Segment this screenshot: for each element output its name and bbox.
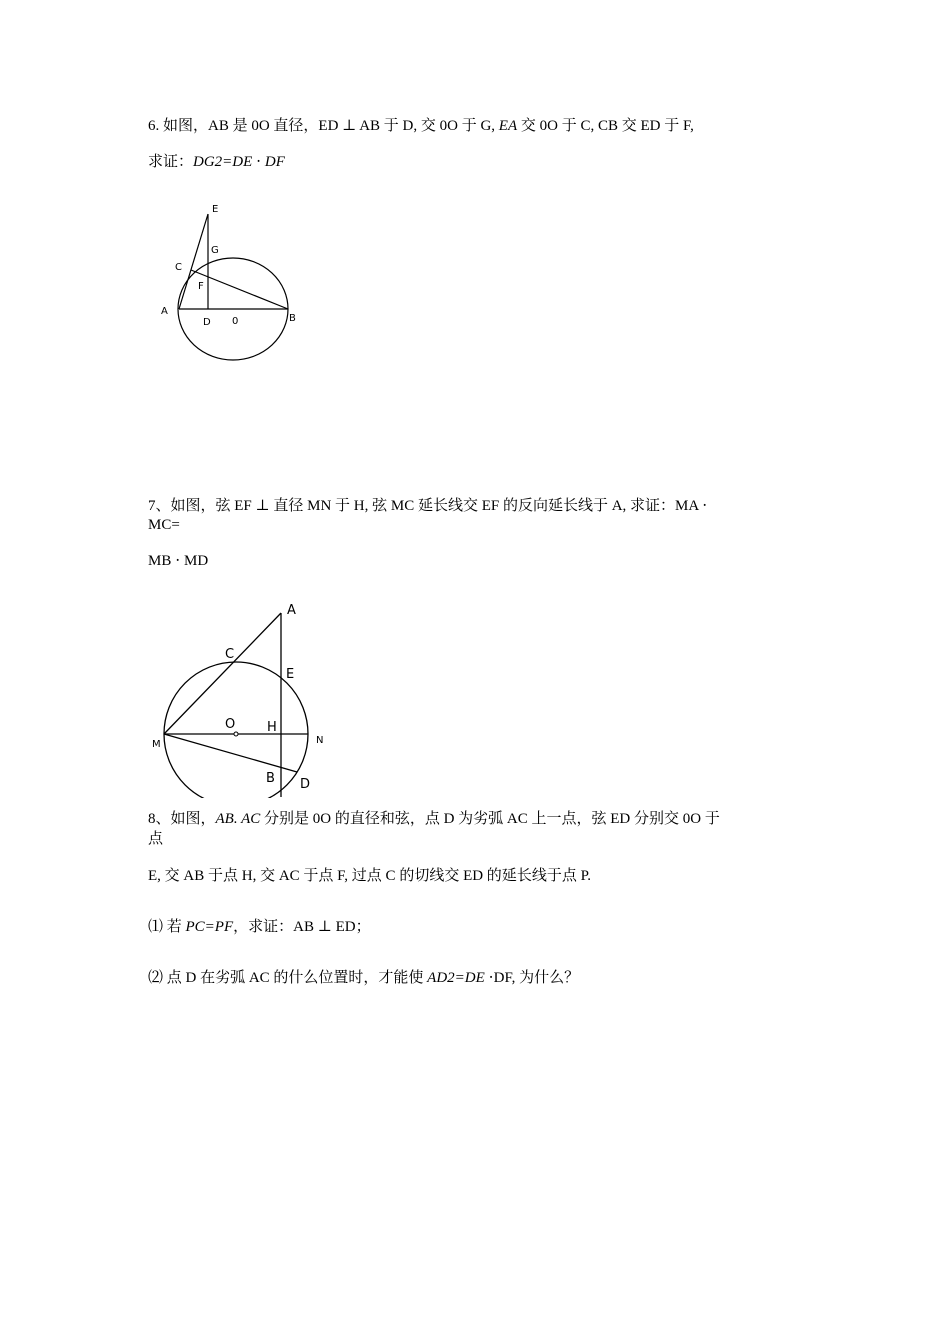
label-e: E: [212, 204, 219, 215]
label-m: M: [152, 739, 161, 750]
label-d: D: [203, 317, 211, 328]
problem8-question2: ⑵ 点 D 在劣弧 AC 的什么位置时，才能使 AD2=DE ⋅DF, 为什么？: [148, 970, 580, 986]
segment-ma: [164, 613, 281, 734]
problem7-figure: [145, 598, 335, 798]
problem7-statement-line2: MC=: [148, 517, 180, 533]
label-o: O: [225, 717, 236, 732]
label-f: F: [198, 281, 204, 292]
problem8-statement-line3: E, 交 AB 于点 H, 交 AC 于点 F, 过点 C 的切线交 ED 的延长线于点 P.: [148, 868, 591, 884]
label-c: C: [225, 647, 235, 662]
label-n: N: [316, 735, 324, 746]
problem8-statement-line1: 8、如图，AB. AC 分别是 0O 的直径和弦，点 D 为劣弧 AC 上一点，弦 ED 分别交 0O 于: [148, 811, 720, 827]
problem7-statement-line1: 7、如图，弦 EF ⊥ 直径 MN 于 H, 弦 MC 延长线交 EF 的反向延长线于 A, 求证：MA ⋅: [148, 498, 708, 514]
label-c: C: [175, 262, 182, 273]
label-h: H: [267, 720, 277, 735]
label-g: G: [211, 245, 219, 256]
problem6-figure: [150, 195, 310, 370]
problem6-statement-line2: 求证：DG2=DE ⋅ DF: [148, 154, 285, 170]
segment-cb: [191, 270, 288, 309]
problem8-statement-line2: 点: [148, 831, 164, 847]
circle-o: [164, 662, 311, 798]
problem6-statement-line1: 6. 如图，AB 是 0O 直径，ED ⊥ AB 于 D, 交 0O 于 G, EA 交 0O 于 C, CB 交 ED 于 F,: [148, 118, 694, 134]
segment-ea: [179, 214, 208, 309]
label-b: B: [289, 313, 296, 324]
problem7-statement-line3: MB ⋅ MD: [148, 553, 209, 569]
center-point: [234, 732, 238, 736]
label-o: 0: [232, 316, 239, 327]
problem8-question1: ⑴ 若 PC=PF，求证：AB ⊥ ED；: [148, 919, 371, 935]
label-a: A: [287, 603, 296, 618]
label-e: E: [286, 667, 295, 682]
label-a: A: [161, 306, 168, 317]
label-d: D: [300, 777, 311, 792]
segment-md: [164, 734, 297, 772]
label-b: B: [266, 771, 275, 786]
